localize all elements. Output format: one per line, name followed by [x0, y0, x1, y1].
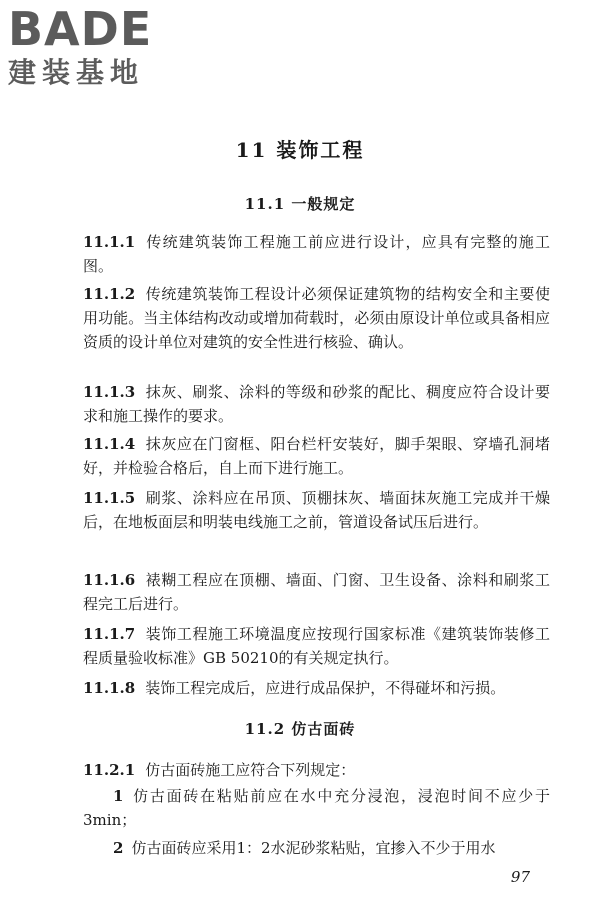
item-text: 仿古面砖在粘贴前应在水中充分浸泡，浸泡时间不应少于3min； — [83, 787, 550, 830]
clause-number: 11.1.6 — [83, 571, 136, 589]
clause-number: 11.2.1 — [83, 761, 136, 779]
clause-number: 11.1.1 — [83, 233, 136, 251]
clause-number: 11.1.7 — [83, 625, 136, 643]
chapter-title: 11 装饰工程 — [235, 138, 365, 162]
logo-wordmark: BADE — [8, 2, 153, 56]
clause-text: 裱糊工程应在顶棚、墙面、门窗、卫生设备、涂料和刷浆工程完工后进行。 — [83, 571, 550, 614]
clause-text: 仿古面砖施工应符合下列规定： — [145, 761, 356, 779]
clause-number: 11.1.5 — [83, 489, 136, 507]
clause-text: 抹灰、刷浆、涂料的等级和砂浆的配比、稠度应符合设计要求和施工操作的要求。 — [83, 383, 550, 426]
list-item — [83, 784, 550, 832]
list-item — [83, 836, 550, 860]
clause-number: 11.1.4 — [83, 435, 136, 453]
clause — [83, 622, 550, 670]
clause-text: 装饰工程施工环境温度应按现行国家标准《建筑装饰装修工程质量验收标准》GB 50210的有关规定执行。 — [83, 625, 550, 668]
clause — [83, 380, 550, 428]
clause-number: 11.1.3 — [83, 383, 136, 401]
clause — [83, 758, 550, 782]
section-title: 11.1 一般规定 — [244, 195, 356, 213]
logo-subtitle: 建装基地 — [8, 56, 145, 89]
clause-number: 11.1.8 — [83, 679, 136, 697]
clause — [83, 568, 550, 616]
clause — [83, 230, 550, 278]
section-title: 11.2 仿古面砖 — [244, 720, 356, 738]
item-number: 1 — [113, 787, 124, 805]
clause — [83, 282, 550, 355]
clause-text: 传统建筑装饰工程设计必须保证建筑物的结构安全和主要使用功能。当主体结构改动或增加荷载时，必须由原设计单位或具备相应资质的设计单位对建筑的安全性进行核验、确认。 — [83, 285, 550, 352]
page-number: 97 — [510, 868, 530, 886]
clause-text: 装饰工程完成后，应进行成品保护，不得碰坏和污损。 — [145, 679, 506, 697]
item-text: 仿古面砖应采用1：2水泥砂浆粘贴，宜掺入不少于用水 — [131, 839, 496, 857]
clause — [83, 486, 550, 534]
clause — [83, 676, 550, 700]
clause-number: 11.1.2 — [83, 285, 136, 303]
clause-text: 刷浆、涂料应在吊顶、顶棚抹灰、墙面抹灰施工完成并干燥后，在地板面层和明装电线施工之前，管道设备试压后进行。 — [83, 489, 550, 532]
clause — [83, 432, 550, 480]
clause-text: 抹灰应在门窗框、阳台栏杆安装好，脚手架眼、穿墙孔洞堵好，并检验合格后，自上而下进行施工。 — [83, 435, 550, 478]
publisher-logo — [8, 4, 152, 90]
item-number: 2 — [113, 839, 124, 857]
clause-text: 传统建筑装饰工程施工前应进行设计，应具有完整的施工图。 — [83, 233, 550, 276]
